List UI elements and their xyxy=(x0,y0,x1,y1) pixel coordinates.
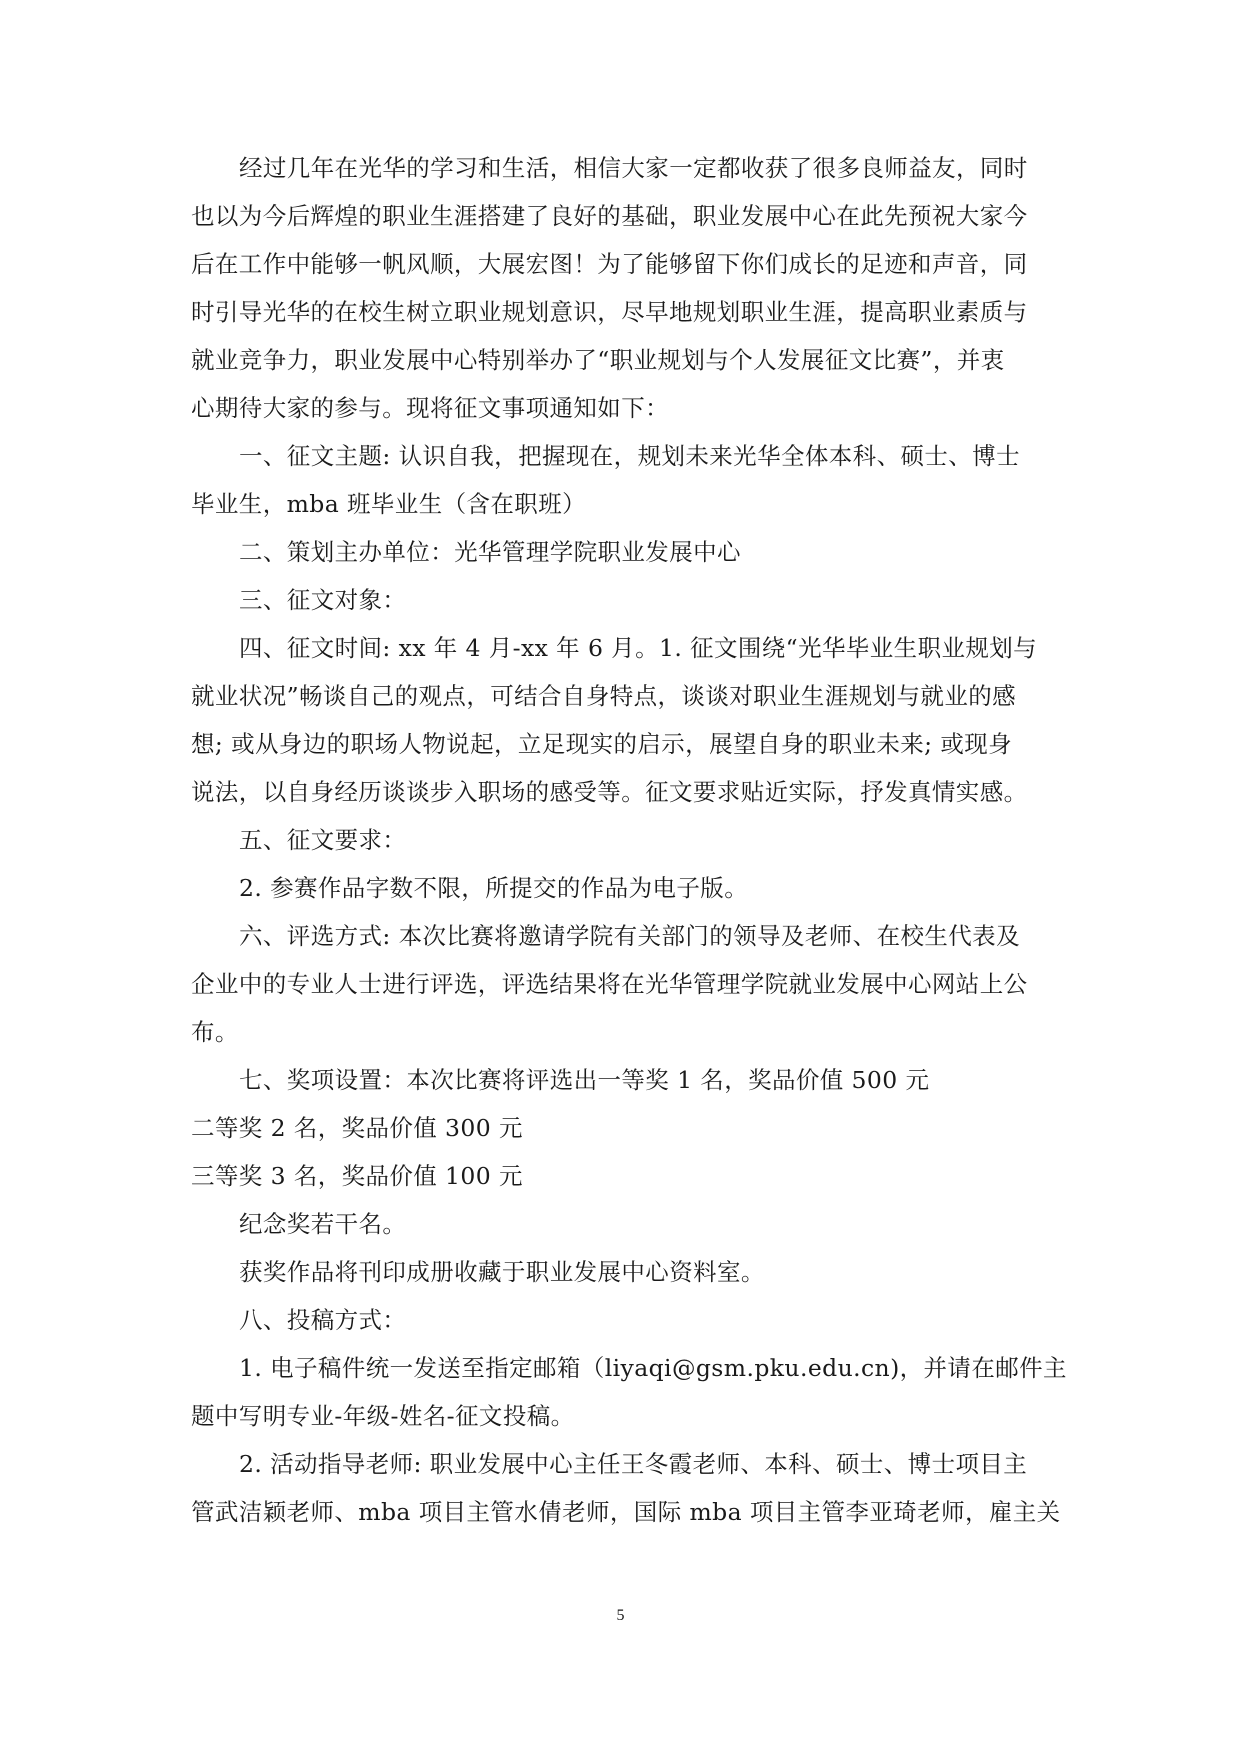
paragraph-line: 二、策划主办单位：光华管理学院职业发展中心 xyxy=(239,538,741,566)
paragraph-line: 就业状况”畅谈自己的观点，可结合自身特点，谈谈对职业生涯规划与就业的感 xyxy=(191,682,1017,710)
paragraph-line: 毕业生，mba 班毕业生（含在职班） xyxy=(191,490,587,518)
paragraph-line: 企业中的专业人士进行评选，评选结果将在光华管理学院就业发展中心网站上公 xyxy=(191,970,1028,998)
paragraph-line: 七、奖项设置：本次比赛将评选出一等奖 1 名，奖品价值 500 元 xyxy=(239,1066,930,1094)
paragraph-line: 也以为今后辉煌的职业生涯搭建了良好的基础，职业发展中心在此先预祝大家今 xyxy=(191,202,1028,230)
paragraph-line: 时引导光华的在校生树立职业规划意识，尽早地规划职业生涯，提高职业素质与 xyxy=(191,298,1028,326)
paragraph-line: 就业竞争力，职业发展中心特别举办了“职业规划与个人发展征文比赛”，并衷 xyxy=(191,346,1005,374)
paragraph-line: 经过几年在光华的学习和生活，相信大家一定都收获了很多良师益友，同时 xyxy=(239,154,1028,182)
paragraph-line: 一、征文主题: 认识自我，把握现在，规划未来光华全体本科、硕士、博士 xyxy=(239,442,1020,470)
paragraph-line: 三、征文对象： xyxy=(239,586,407,614)
paragraph-line: 布。 xyxy=(191,1018,239,1046)
paragraph-line: 2. 活动指导老师: 职业发展中心主任王冬霞老师、本科、硕士、博士项目主 xyxy=(239,1450,1028,1478)
paragraph-line: 题中写明专业-年级-姓名-征文投稿。 xyxy=(191,1402,575,1430)
body-text xyxy=(191,154,1071,1546)
paragraph-line: 1. 电子稿件统一发送至指定邮箱（liyaqi@gsm.pku.edu.cn)，并请在邮件主 xyxy=(239,1354,1067,1382)
paragraph-line: 六、评选方式: 本次比赛将邀请学院有关部门的领导及老师、在校生代表及 xyxy=(239,922,1020,950)
paragraph-line: 想; 或从身边的职场人物说起，立足现实的启示，展望自身的职业未来; 或现身 xyxy=(191,730,1013,758)
paragraph-line: 后在工作中能够一帆风顺，大展宏图！为了能够留下你们成长的足迹和声音，同 xyxy=(191,250,1028,278)
paragraph-line: 二等奖 2 名，奖品价值 300 元 xyxy=(191,1114,523,1142)
page-number: 5 xyxy=(616,1607,625,1624)
paragraph-line: 四、征文时间: xx 年 4 月-xx 年 6 月。1. 征文围绕“光华毕业生职业规划与 xyxy=(239,634,1038,662)
paragraph-line: 说法，以自身经历谈谈步入职场的感受等。征文要求贴近实际，抒发真情实感。 xyxy=(191,778,1028,806)
paragraph-line: 三等奖 3 名，奖品价值 100 元 xyxy=(191,1162,523,1190)
paragraph-line: 心期待大家的参与。现将征文事项通知如下： xyxy=(191,394,669,422)
paragraph-line: 五、征文要求： xyxy=(239,826,407,854)
paragraph-line: 2. 参赛作品字数不限，所提交的作品为电子版。 xyxy=(239,874,749,902)
paragraph-line: 管武洁颖老师、mba 项目主管水倩老师，国际 mba 项目主管李亚琦老师，雇主关 xyxy=(191,1498,1061,1526)
paragraph-line: 获奖作品将刊印成册收藏于职业发展中心资料室。 xyxy=(239,1258,765,1286)
paragraph-line: 纪念奖若干名。 xyxy=(239,1210,407,1238)
paragraph-line: 八、投稿方式： xyxy=(239,1306,407,1334)
